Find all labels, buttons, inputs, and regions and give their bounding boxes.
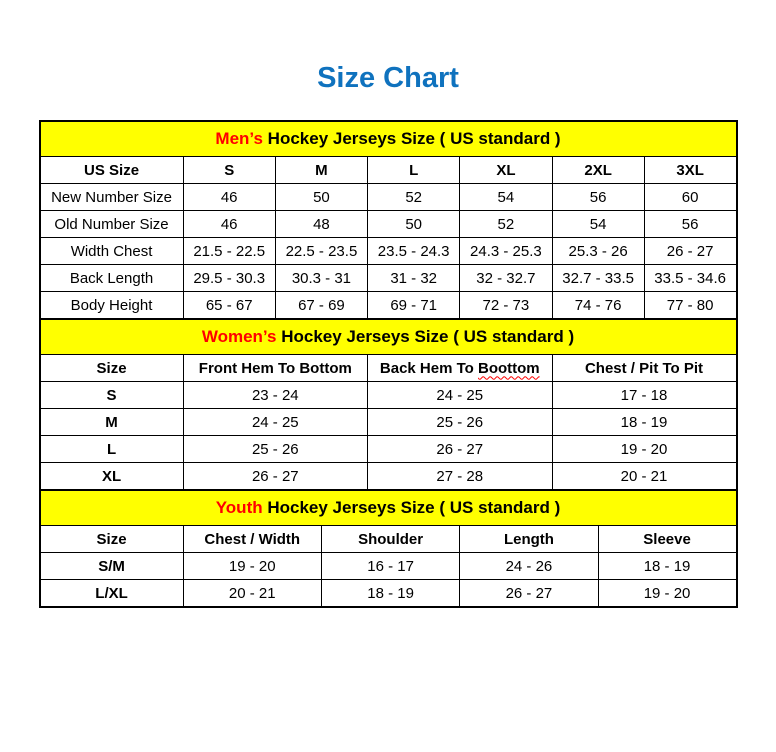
youth-section-banner <box>40 490 737 526</box>
row-label: L/XL <box>40 580 184 608</box>
table-row <box>40 463 737 491</box>
row-label: XL <box>40 463 184 491</box>
column-header-us-size: US Size <box>40 157 184 184</box>
value-cell: 46 <box>183 184 275 211</box>
column-header-l: L <box>368 157 460 184</box>
table-row <box>40 436 737 463</box>
row-label: S/M <box>40 553 184 580</box>
value-cell: 60 <box>644 184 736 211</box>
value-cell: 77 - 80 <box>644 292 736 320</box>
value-cell: 54 <box>552 211 644 238</box>
value-cell: 18 - 19 <box>321 580 459 608</box>
youth-section-title-text: Hockey Jerseys Size ( US standard ) <box>262 498 561 517</box>
size-chart-tables <box>39 120 738 608</box>
value-cell: 26 - 27 <box>644 238 736 265</box>
mens-section-title <box>40 121 737 157</box>
value-cell: 25.3 - 26 <box>552 238 644 265</box>
table-row <box>40 553 737 580</box>
value-cell: 30.3 - 31 <box>275 265 367 292</box>
column-header-front-hem-to-bottom: Front Hem To Bottom <box>183 355 367 382</box>
youth-header-row <box>40 526 737 553</box>
value-cell: 50 <box>368 211 460 238</box>
value-cell: 20 - 21 <box>183 580 321 608</box>
value-cell: 52 <box>460 211 552 238</box>
mens-section-banner <box>40 121 737 157</box>
column-header-back-hem-to-boottom: Back Hem To Boottom <box>368 355 552 382</box>
column-header-size: Size <box>40 355 184 382</box>
row-label: Body Height <box>40 292 184 320</box>
value-cell: 33.5 - 34.6 <box>644 265 736 292</box>
column-header-m: M <box>275 157 367 184</box>
value-cell: 25 - 26 <box>368 409 552 436</box>
table-row <box>40 238 737 265</box>
value-cell: 32 - 32.7 <box>460 265 552 292</box>
womens-section-banner <box>40 319 737 355</box>
column-header-size: Size <box>40 526 184 553</box>
page-title: Size Chart <box>317 62 459 94</box>
table-row <box>40 409 737 436</box>
youth-section-title-accent: Youth <box>215 498 263 517</box>
value-cell: 19 - 20 <box>552 436 736 463</box>
value-cell: 31 - 32 <box>368 265 460 292</box>
value-cell: 19 - 20 <box>183 553 321 580</box>
value-cell: 18 - 19 <box>552 409 736 436</box>
value-cell: 54 <box>460 184 552 211</box>
value-cell: 72 - 73 <box>460 292 552 320</box>
value-cell: 26 - 27 <box>368 436 552 463</box>
table-row <box>40 382 737 409</box>
column-header-sleeve: Sleeve <box>598 526 736 553</box>
table-row <box>40 580 737 608</box>
value-cell: 48 <box>275 211 367 238</box>
row-label: S <box>40 382 184 409</box>
column-header-3xl: 3XL <box>644 157 736 184</box>
value-cell: 19 - 20 <box>598 580 736 608</box>
value-cell: 18 - 19 <box>598 553 736 580</box>
mens-header-row <box>40 157 737 184</box>
value-cell: 21.5 - 22.5 <box>183 238 275 265</box>
womens-header-row <box>40 355 737 382</box>
column-header-2xl: 2XL <box>552 157 644 184</box>
table-row <box>40 211 737 238</box>
value-cell: 69 - 71 <box>368 292 460 320</box>
row-label: Width Chest <box>40 238 184 265</box>
value-cell: 24 - 25 <box>183 409 367 436</box>
table-row <box>40 265 737 292</box>
column-header-xl: XL <box>460 157 552 184</box>
column-header-length: Length <box>460 526 598 553</box>
value-cell: 17 - 18 <box>552 382 736 409</box>
value-cell: 25 - 26 <box>183 436 367 463</box>
womens-table-body <box>40 382 737 491</box>
row-label: Old Number Size <box>40 211 184 238</box>
value-cell: 24.3 - 25.3 <box>460 238 552 265</box>
column-header-chest-width: Chest / Width <box>183 526 321 553</box>
womens-section-title <box>40 319 737 355</box>
value-cell: 23.5 - 24.3 <box>368 238 460 265</box>
table-row <box>40 184 737 211</box>
value-cell: 52 <box>368 184 460 211</box>
value-cell: 24 - 25 <box>368 382 552 409</box>
value-cell: 20 - 21 <box>552 463 736 491</box>
row-label: M <box>40 409 184 436</box>
mens-section-title-accent: Men’s <box>215 129 263 148</box>
value-cell: 56 <box>644 211 736 238</box>
value-cell: 67 - 69 <box>275 292 367 320</box>
column-header-chest-pit-to-pit: Chest / Pit To Pit <box>552 355 736 382</box>
mens-table-body <box>40 184 737 320</box>
value-cell: 46 <box>183 211 275 238</box>
womens-size-table <box>39 318 738 491</box>
column-header-shoulder: Shoulder <box>321 526 459 553</box>
row-label: Back Length <box>40 265 184 292</box>
misspelled-word: Boottom <box>478 359 540 377</box>
mens-section-title-text: Hockey Jerseys Size ( US standard ) <box>262 129 561 148</box>
value-cell: 26 - 27 <box>460 580 598 608</box>
row-label: L <box>40 436 184 463</box>
womens-section-title-accent: Women’s <box>201 327 277 346</box>
value-cell: 24 - 26 <box>460 553 598 580</box>
womens-section-title-text: Hockey Jerseys Size ( US standard ) <box>276 327 575 346</box>
value-cell: 26 - 27 <box>183 463 367 491</box>
value-cell: 27 - 28 <box>368 463 552 491</box>
value-cell: 56 <box>552 184 644 211</box>
value-cell: 74 - 76 <box>552 292 644 320</box>
youth-section-title <box>40 490 737 526</box>
youth-size-table <box>39 489 738 608</box>
value-cell: 22.5 - 23.5 <box>275 238 367 265</box>
value-cell: 50 <box>275 184 367 211</box>
value-cell: 32.7 - 33.5 <box>552 265 644 292</box>
value-cell: 65 - 67 <box>183 292 275 320</box>
table-row <box>40 292 737 320</box>
value-cell: 16 - 17 <box>321 553 459 580</box>
row-label: New Number Size <box>40 184 184 211</box>
column-header-s: S <box>183 157 275 184</box>
value-cell: 23 - 24 <box>183 382 367 409</box>
value-cell: 29.5 - 30.3 <box>183 265 275 292</box>
youth-table-body <box>40 553 737 608</box>
mens-size-table <box>39 120 738 320</box>
